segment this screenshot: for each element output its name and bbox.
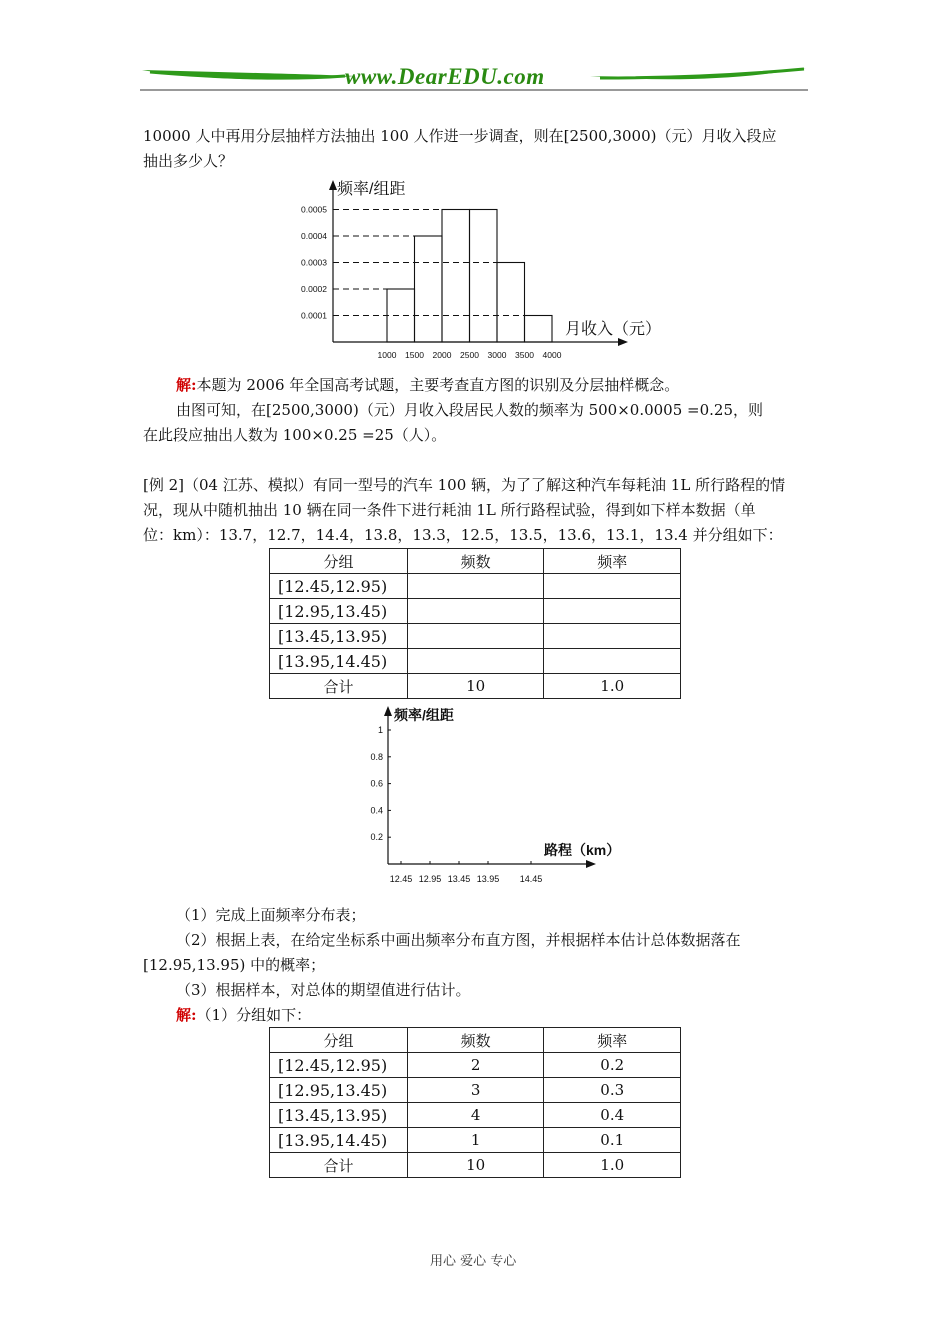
total-freq-cell: 1.0 xyxy=(544,1153,681,1178)
count-cell: 1 xyxy=(407,1128,544,1153)
table-row xyxy=(270,574,681,599)
table-row xyxy=(270,1103,681,1128)
header-cell: 频率 xyxy=(544,549,681,574)
chart1-xlabel: 月收入（元） xyxy=(565,321,662,338)
chart2-x-tick-label: 14.45 xyxy=(519,874,543,884)
header-cell: 分组 xyxy=(270,1028,408,1053)
question-1: （1）完成上面频率分布表； xyxy=(176,906,366,924)
distance-axes xyxy=(360,702,620,890)
freq-cell xyxy=(544,574,681,599)
interval-cell: [13.95,14.45) xyxy=(270,1128,408,1153)
table-row xyxy=(270,1053,681,1078)
chart1-y-tick-label: 0.0002 xyxy=(301,284,327,294)
chart2-y-arrow xyxy=(384,706,392,716)
histogram-bar xyxy=(497,263,525,343)
solution2-label: 解: xyxy=(176,1006,197,1024)
solution1-line2: 由图可知，在[2500,3000)（元）月收入段居民人数的频率为 500×0.0005 =0.25，则 xyxy=(176,401,764,419)
count-cell: 2 xyxy=(407,1053,544,1078)
count-cell: 4 xyxy=(407,1103,544,1128)
count-cell xyxy=(407,574,544,599)
chart2-x-tick-label: 12.45 xyxy=(389,874,413,884)
page-footer: 用心 爱心 专心 xyxy=(430,1254,517,1269)
chart1-y-tick-label: 0.0004 xyxy=(301,231,327,241)
chart1-x-tick-label: 2500 xyxy=(460,350,479,360)
solution2-text: （1）分组如下： xyxy=(196,1006,312,1024)
chart2-xlabel: 路程（km） xyxy=(544,842,620,858)
table-row xyxy=(270,1078,681,1103)
total-label-cell: 合计 xyxy=(270,1153,408,1178)
freq-cell: 0.1 xyxy=(544,1128,681,1153)
table-header-row xyxy=(270,549,681,574)
count-cell xyxy=(407,649,544,674)
interval-cell: [12.95,13.45) xyxy=(270,1078,408,1103)
histogram-bar xyxy=(442,210,470,343)
histogram-bar xyxy=(415,236,443,342)
chart1-x-tick-label: 3500 xyxy=(515,350,534,360)
frequency-table-filled xyxy=(269,1027,681,1178)
solution1-row1 xyxy=(176,373,679,397)
table-total-row xyxy=(270,674,681,699)
chart2-x-tick-label: 13.45 xyxy=(447,874,471,884)
total-freq-cell: 1.0 xyxy=(544,674,681,699)
chart2-y-tick-label: 0.2 xyxy=(370,832,383,843)
site-logo-text: www.DearEDU.com xyxy=(345,64,545,89)
problem1-line1: 10000 人中再用分层抽样方法抽出 100 人作进一步调查，则在[2500,3000)（元）月收入段应 xyxy=(143,127,777,145)
table-row xyxy=(270,649,681,674)
frequency-table-empty xyxy=(269,548,681,699)
chart1-x-tick-label: 1000 xyxy=(377,350,397,360)
question-2-line2: [12.95,13.95) 中的概率； xyxy=(143,956,326,974)
freq-cell: 0.4 xyxy=(544,1103,681,1128)
chart2-y-tick-label: 0.6 xyxy=(370,778,383,789)
header-cell: 频数 xyxy=(407,1028,544,1053)
chart1-y-tick-label: 0.0003 xyxy=(301,257,327,268)
count-cell: 3 xyxy=(407,1078,544,1103)
solution2-row xyxy=(176,1003,311,1027)
example2-line3: 位：km）：13.7，12.7，14.4，13.8，13.3，12.5，13.5，13.6，13.1，13.4 并分组如下： xyxy=(143,526,783,544)
table-row xyxy=(270,1128,681,1153)
chart1-y-arrow xyxy=(329,180,337,190)
problem1-line2: 抽出多少人？ xyxy=(143,152,234,170)
total-count-cell: 10 xyxy=(407,1153,544,1178)
total-count-cell: 10 xyxy=(407,674,544,699)
header-cell: 分组 xyxy=(270,549,408,574)
chart2-ylabel: 频率/组距 xyxy=(394,707,454,723)
question-3: （3）根据样本，对总体的期望值进行估计。 xyxy=(176,981,471,999)
freq-cell: 0.3 xyxy=(544,1078,681,1103)
chart1-x-tick-label: 1500 xyxy=(405,350,424,360)
freq-cell xyxy=(544,624,681,649)
table-row xyxy=(270,624,681,649)
question-2-line1: （2）根据上表，在给定坐标系中画出频率分布直方图，并根据样本估计总体数据落在 xyxy=(176,931,741,949)
interval-cell: [13.45,13.95) xyxy=(270,624,408,649)
interval-cell: [12.45,12.95) xyxy=(270,1053,408,1078)
chart2-x-tick-label: 12.95 xyxy=(418,874,442,884)
freq-cell: 0.2 xyxy=(544,1053,681,1078)
table-row xyxy=(270,599,681,624)
chart2-y-tick-label: 1 xyxy=(377,725,383,735)
interval-cell: [12.95,13.45) xyxy=(270,599,408,624)
header-cell: 频率 xyxy=(544,1028,681,1053)
histogram-bar xyxy=(387,289,415,342)
chart1-x-tick-label: 2000 xyxy=(432,350,452,360)
freq-cell xyxy=(544,649,681,674)
header-cell: 频数 xyxy=(407,549,544,574)
chart2-y-tick-label: 0.8 xyxy=(370,751,383,762)
count-cell xyxy=(407,599,544,624)
solution1-line3: 在此段应抽出人数为 100×0.25 =25（人）。 xyxy=(143,426,447,444)
histogram-bar xyxy=(470,210,498,343)
count-cell xyxy=(407,624,544,649)
interval-cell: [13.45,13.95) xyxy=(270,1103,408,1128)
example2-line2: 况，现从中随机抽出 10 辆在同一条件下进行耗油 1L 所行路程试验，得到如下样本数据（单 xyxy=(143,501,756,519)
example2-line1: [例 2]（04 江苏、模拟）有同一型号的汽车 100 辆，为了了解这种汽车每耗油 1L 所行路程的情 xyxy=(143,476,786,494)
income-histogram xyxy=(285,172,665,364)
freq-cell xyxy=(544,599,681,624)
chart1-x-tick-label: 3000 xyxy=(487,350,507,360)
solution1-label: 解: xyxy=(176,376,197,394)
chart2-y-tick-label: 0.4 xyxy=(370,805,383,816)
histogram-bar xyxy=(525,316,553,343)
chart1-y-tick-label: 0.0005 xyxy=(301,204,327,215)
table-total-row xyxy=(270,1153,681,1178)
chart2-x-tick-label: 13.95 xyxy=(476,874,500,884)
table-header-row xyxy=(270,1028,681,1053)
chart1-y-tick-label: 0.0001 xyxy=(301,310,327,321)
chart1-x-arrow xyxy=(618,338,628,346)
chart1-ylabel: 频率/组距 xyxy=(337,181,406,198)
chart1-x-tick-label: 4000 xyxy=(542,350,562,360)
chart2-x-arrow xyxy=(586,860,596,868)
solution1-line1: 本题为 2006 年全国高考试题，主要考查直方图的识别及分层抽样概念。 xyxy=(196,376,680,394)
interval-cell: [12.45,12.95) xyxy=(270,574,408,599)
interval-cell: [13.95,14.45) xyxy=(270,649,408,674)
total-label-cell: 合计 xyxy=(270,674,408,699)
